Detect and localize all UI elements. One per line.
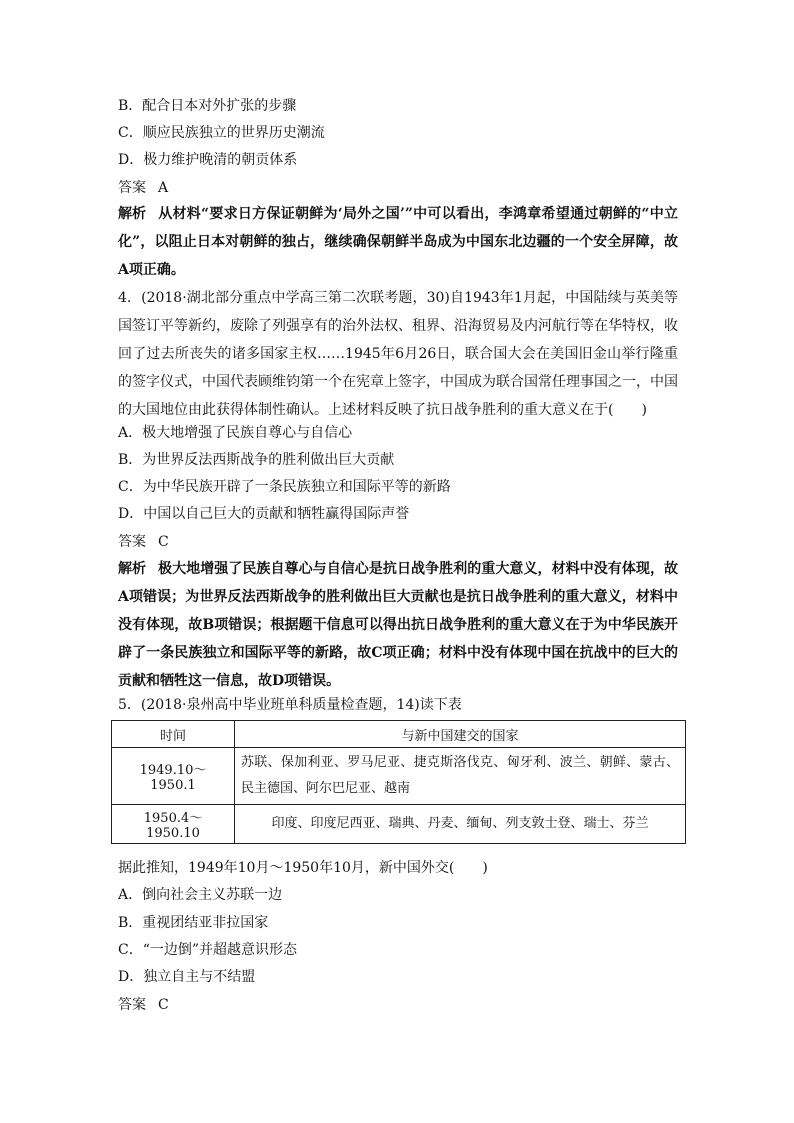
answer-label: 答案 [118, 997, 146, 1013]
q5-answer-line [118, 995, 169, 1015]
q5-option-b: B．重视团结亚非拉国家 [118, 915, 269, 931]
q3-analysis [118, 200, 678, 284]
table-cell-countries: 印度、印度尼西亚、瑞典、丹麦、缅甸、列支敦士登、瑞士、芬兰 [235, 805, 686, 844]
q4-option-b: B．为世界反法西斯战争的胜利做出巨大贡献 [118, 452, 395, 468]
q5-option-a: A．倒向社会主义苏联一边 [118, 887, 283, 903]
q4-option-d: D．中国以自己巨大的贡献和牺牲赢得国际声誉 [118, 506, 410, 522]
q3-answer-value: A [158, 180, 169, 196]
analysis-label: 解析 [118, 561, 146, 577]
table-cell-time: 1949.10～1950.1 [112, 748, 235, 805]
q3-option-b: B．配合日本对外扩张的步骤 [118, 98, 297, 114]
q3-option-d: D．极力维护晚清的朝贡体系 [118, 152, 298, 168]
q5-option-c: C．“一边倒”并超越意识形态 [118, 942, 298, 958]
q3-option-c: C．顺应民族独立的世界历史潮流 [118, 125, 325, 141]
q3-analysis-text: 从材料“要求日方保证朝鲜为‘局外之国’”中可以看出，李鸿章希望通过朝鲜的“中立化”，以阻止日本对朝鲜的独占，继续确保朝鲜半岛成为中国东北边疆的一个安全屏障，故A项正确。 [118, 206, 678, 278]
q4-analysis-text: 极大地增强了民族自尊心与自信心是抗日战争胜利的重大意义，材料中没有体现，故A项错误；为世界反法西斯战争的胜利做出巨大贡献也是抗日战争胜利的重大意义，材料中没有体现，故B项错误；根据题干信息可以得出抗日战争胜利的重大意义在于为中华民族开辟了一条民族独立和国际平等的新路，故C项正确；材料中没有体现中国在抗战中的巨大的贡献和牺牲这一信息，故D项错误。 [118, 561, 678, 689]
table-header-cell: 与新中国建交的国家 [235, 721, 686, 748]
answer-label: 答案 [118, 180, 146, 196]
answer-label: 答案 [118, 534, 146, 550]
diplomacy-table [111, 720, 686, 844]
q5-option-d: D．独立自主与不结盟 [118, 969, 256, 985]
table-header-row [112, 721, 686, 748]
q4-analysis [118, 555, 678, 695]
analysis-label: 解析 [118, 206, 146, 222]
table-cell-time: 1950.4～1950.10 [112, 805, 235, 844]
q5-question: 据此推知，1949年10月～1950年10月，新中国外交( ) [118, 860, 488, 876]
table-row [112, 748, 686, 805]
q4-answer-value: C [158, 534, 169, 550]
table-cell-countries: 苏联、保加利亚、罗马尼亚、捷克斯洛伐克、匈牙利、波兰、朝鲜、蒙古、民主德国、阿尔巴尼亚、越南 [235, 748, 686, 805]
q4-stem: 4．(2018·湖北部分重点中学高三第二次联考题，30)自1943年1月起，中国陆续与英美等国签订平等新约，废除了列强享有的治外法权、租界、沿海贸易及内河航行等在华特权，收回了过去所丧失的诸多国家主权……1945年6月26日，联合国大会在美国旧金山举行隆重的签字仪式，中国代表顾维钧第一个在宪章上签字，中国成为联合国常任理事国之一，中国的大国地位由此获得体制性确认。上述材料反映了抗日战争胜利的重大意义在于( ) [118, 290, 678, 418]
table-header-cell: 时间 [112, 721, 235, 748]
q3-answer-line [118, 178, 168, 198]
q5-stem: 5．(2018·泉州高中毕业班单科质量检查题，14)读下表 [118, 697, 462, 713]
table-row [112, 805, 686, 844]
q4-option-c: C．为中华民族开辟了一条民族独立和国际平等的新路 [118, 479, 451, 495]
q4-answer-line [118, 532, 169, 552]
q4-option-a: A．极大地增强了民族自尊心与自信心 [118, 425, 353, 441]
q5-answer-value: C [158, 997, 169, 1013]
